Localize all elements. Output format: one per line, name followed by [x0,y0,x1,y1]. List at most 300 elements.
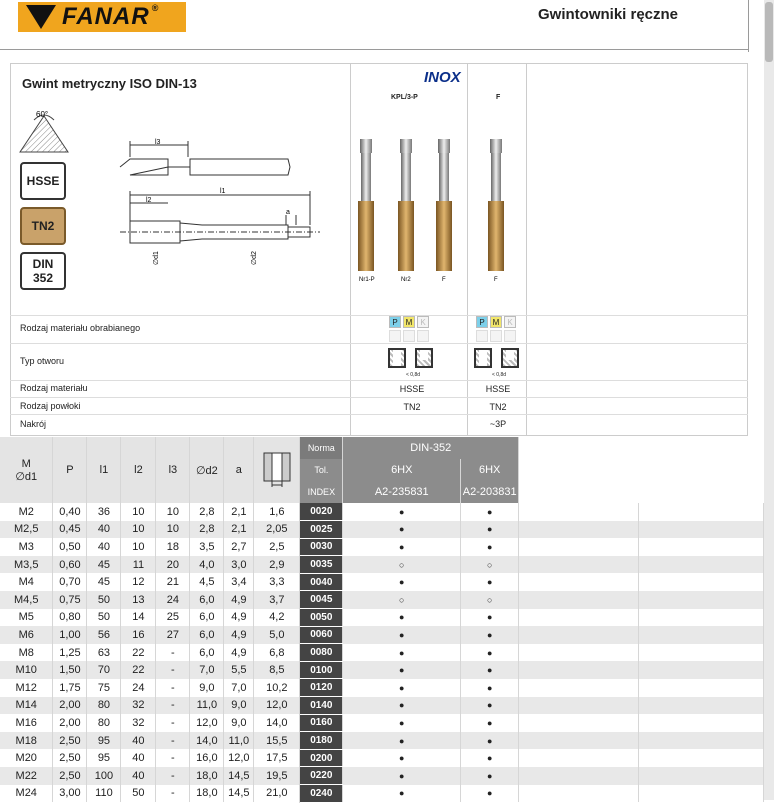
cell-l2: 32 [121,697,156,715]
dim-d1: ∅d1 [153,251,160,265]
cell-a: 9,0 [224,697,254,715]
cell-l2: 13 [121,591,156,609]
cell-empty [639,573,764,591]
cell-availability: ● [461,732,519,750]
cell-d2: 9,0 [190,679,224,697]
cell-empty [519,538,639,556]
cell-empty [639,591,764,609]
blind-hole-icon [415,348,433,368]
cell-index: 0140 [300,697,343,715]
cell-availability: ● [461,661,519,679]
cell-empty [639,785,764,803]
cell-empty [639,521,764,539]
cell-d2: 18,0 [190,767,224,785]
row-divider [10,397,748,398]
col-d2-header: ∅d2 [190,437,224,503]
material-blank [504,330,516,342]
dim-a: a [286,209,290,216]
cell-empty [519,573,639,591]
cell-availability: ● [461,697,519,715]
cell-d2: 6,0 [190,644,224,662]
logo-triangle-icon [26,5,56,29]
dim-l2: l2 [146,197,152,204]
material-m-badge: M [403,316,415,328]
col-p-header: P [53,437,87,503]
cell-availability: ● [461,767,519,785]
material-value: HSSE [485,384,511,394]
cell-m: M22 [0,767,53,785]
tag-din352: DIN 352 [20,252,66,290]
cell-d: 2,05 [254,521,300,539]
type-kpl: KPL/3-P [391,94,418,101]
cell-m: M16 [0,714,53,732]
cell-d2: 7,0 [190,661,224,679]
cell-empty [639,538,764,556]
cell-l1: 80 [87,714,121,732]
table-row [0,591,764,609]
cell-d: 3,3 [254,573,300,591]
cell-empty [639,732,764,750]
cell-availability: ● [461,644,519,662]
cell-m: M3 [0,538,53,556]
cell-d: 4,2 [254,609,300,627]
cell-availability: ● [343,732,461,750]
prop-chamfer: Nakrój [20,419,47,429]
hole-note: < 0,8d [406,372,421,378]
cell-m: M4,5 [0,591,53,609]
cell-d: 2,5 [254,538,300,556]
cell-a: 3,0 [224,556,254,574]
cell-m: M2 [0,503,53,521]
prop-hole-type: Typ otworu [20,356,65,366]
cell-a: 11,0 [224,732,254,750]
cell-p: 2,50 [53,732,87,750]
cell-m: M14 [0,697,53,715]
material-blank [476,330,488,342]
cell-d2: 6,0 [190,591,224,609]
cell-index: 0100 [300,661,343,679]
prop-material: Rodzaj materiału [20,383,88,393]
cell-p: 1,75 [53,679,87,697]
scrollbar-thumb[interactable] [765,2,773,62]
cell-empty [519,609,639,627]
material-k-badge: K [417,316,429,328]
cell-l1: 45 [87,556,121,574]
cell-empty [639,626,764,644]
cell-m: M12 [0,679,53,697]
cell-l1: 45 [87,573,121,591]
cell-d2: 6,0 [190,609,224,627]
cell-p: 2,00 [53,697,87,715]
cell-a: 3,4 [224,573,254,591]
cell-d: 14,0 [254,714,300,732]
cell-availability: ● [343,679,461,697]
cell-empty [639,556,764,574]
thread-angle-label: 60° [36,110,49,119]
product-title: Gwint metryczny ISO DIN-13 [22,76,197,91]
material-blank [490,330,502,342]
cell-empty [639,697,764,715]
cell-d2: 11,0 [190,697,224,715]
cell-l3: - [156,749,190,767]
cell-m: M4 [0,573,53,591]
cell-empty [519,749,639,767]
cell-empty [519,767,639,785]
cell-d: 19,5 [254,767,300,785]
cell-availability: ● [343,626,461,644]
cell-a: 4,9 [224,591,254,609]
cell-d: 15,5 [254,732,300,750]
cell-empty [519,503,639,521]
tol-value: 6HX [343,459,461,481]
cell-availability: ● [461,538,519,556]
cell-d: 12,0 [254,697,300,715]
cell-l3: - [156,785,190,803]
cell-empty [519,644,639,662]
cell-l1: 50 [87,591,121,609]
cell-d2: 6,0 [190,626,224,644]
cell-availability: ● [343,714,461,732]
cell-d: 3,7 [254,591,300,609]
blind-hole-icon [501,348,519,368]
cell-d2: 16,0 [190,749,224,767]
material-blank [389,330,401,342]
cell-a: 4,9 [224,626,254,644]
cell-d: 1,6 [254,503,300,521]
cell-availability: ● [461,573,519,591]
material-p-badge: P [389,316,401,328]
cell-availability: ● [461,714,519,732]
dim-l1: l1 [220,188,226,195]
col-l1-header: l1 [87,437,121,503]
cell-empty [519,732,639,750]
cell-l3: - [156,714,190,732]
cell-index: 0045 [300,591,343,609]
cell-d2: 2,8 [190,521,224,539]
tag-hsse: HSSE [20,162,66,200]
row-divider [10,414,748,415]
norm-label: Norma [300,437,343,459]
cell-empty [519,785,639,803]
cell-p: 0,45 [53,521,87,539]
cell-m: M10 [0,661,53,679]
cell-l1: 40 [87,521,121,539]
cell-p: 2,00 [53,714,87,732]
cell-l2: 16 [121,626,156,644]
col-m-header: M ∅d1 [0,437,53,503]
material-value: HSSE [399,384,425,394]
cell-l2: 14 [121,609,156,627]
fanar-logo [18,2,186,32]
cell-availability: ● [343,767,461,785]
cell-l1: 100 [87,767,121,785]
table-row [0,714,764,732]
cell-l2: 10 [121,521,156,539]
cell-l3: - [156,767,190,785]
cell-empty [639,661,764,679]
col-l3-header: l3 [156,437,190,503]
cell-l1: 63 [87,644,121,662]
chamfer-value: ~3P [489,419,507,429]
cell-m: M18 [0,732,53,750]
row-divider [10,343,748,344]
cell-l1: 95 [87,749,121,767]
cell-p: 0,70 [53,573,87,591]
cell-availability: ● [343,503,461,521]
table-row [0,785,764,803]
cell-empty [519,714,639,732]
inox-label: INOX [424,69,461,86]
cell-index: 0120 [300,679,343,697]
cell-l3: 21 [156,573,190,591]
cell-index: 0030 [300,538,343,556]
header-vertical-divider [748,0,749,52]
tool-label: F [494,277,498,283]
cell-d2: 2,8 [190,503,224,521]
cell-a: 4,9 [224,644,254,662]
cell-availability: ● [461,749,519,767]
cell-index: 0080 [300,644,343,662]
cell-a: 2,1 [224,521,254,539]
table-row [0,679,764,697]
cell-p: 0,80 [53,609,87,627]
material-blank [403,330,415,342]
cell-empty [639,644,764,662]
row-divider [10,380,748,381]
cell-l3: 25 [156,609,190,627]
tag-tn2: TN2 [20,207,66,245]
cell-l2: 32 [121,714,156,732]
table-row [0,661,764,679]
index-value: A2-203831 [461,481,519,503]
cell-l2: 50 [121,785,156,803]
cell-availability: ● [461,521,519,539]
coating-value: TN2 [403,402,421,412]
tol-value: 6HX [461,459,519,481]
col-a-header: a [224,437,254,503]
cell-index: 0180 [300,732,343,750]
cell-l3: 20 [156,556,190,574]
cell-availability: ○ [343,556,461,574]
cell-p: 1,25 [53,644,87,662]
cell-p: 1,50 [53,661,87,679]
cell-a: 2,1 [224,503,254,521]
cell-index: 0240 [300,785,343,803]
col-l2-header: l2 [121,437,156,503]
cell-m: M6 [0,626,53,644]
cell-p: 0,50 [53,538,87,556]
cell-l3: 27 [156,626,190,644]
table-row [0,609,764,627]
cell-m: M5 [0,609,53,627]
cell-empty [639,679,764,697]
cell-index: 0200 [300,749,343,767]
cell-a: 12,0 [224,749,254,767]
tool-label: Nr1-P [359,277,375,283]
cell-d2: 3,5 [190,538,224,556]
coating-value: TN2 [489,402,507,412]
cell-d: 2,9 [254,556,300,574]
cell-empty [519,697,639,715]
cell-d: 10,2 [254,679,300,697]
cell-availability: ● [461,679,519,697]
cell-l3: 10 [156,503,190,521]
cell-d: 5,0 [254,626,300,644]
cell-index: 0220 [300,767,343,785]
cell-l3: - [156,644,190,662]
cell-availability: ● [461,785,519,803]
dim-d2: ∅d2 [251,251,258,265]
cell-l2: 40 [121,767,156,785]
table-row [0,556,764,574]
cell-availability: ● [343,644,461,662]
table-row [0,503,764,521]
cell-l2: 22 [121,644,156,662]
tool-label: F [442,277,446,283]
table-row [0,644,764,662]
cell-a: 5,5 [224,661,254,679]
tool-label: Nr2 [401,277,411,283]
cell-m: M24 [0,785,53,803]
table-row [0,573,764,591]
tol-label: Tol. [300,459,343,481]
table-row [0,626,764,644]
cell-p: 1,00 [53,626,87,644]
cell-index: 0050 [300,609,343,627]
cell-d2: 18,0 [190,785,224,803]
cell-index: 0160 [300,714,343,732]
material-p-badge: P [476,316,488,328]
cell-l1: 75 [87,679,121,697]
table-row [0,732,764,750]
cell-availability: ● [461,626,519,644]
cell-d: 8,5 [254,661,300,679]
cell-l3: 18 [156,538,190,556]
cell-l2: 24 [121,679,156,697]
cell-l1: 95 [87,732,121,750]
index-label: INDEX [300,481,343,503]
prop-coating: Rodzaj powłoki [20,401,81,411]
cell-p: 0,75 [53,591,87,609]
material-blank [417,330,429,342]
cell-l3: - [156,697,190,715]
drill-diameter-icon [260,447,294,491]
cell-l1: 56 [87,626,121,644]
cell-a: 14,5 [224,767,254,785]
cell-availability: ● [343,785,461,803]
cell-empty [639,503,764,521]
cell-availability: ● [343,749,461,767]
norm-value: DIN-352 [343,437,519,459]
cell-l3: - [156,732,190,750]
cell-l3: 24 [156,591,190,609]
tap-images [350,135,520,285]
cell-empty [639,714,764,732]
cell-availability: ● [343,609,461,627]
cell-availability: ● [343,521,461,539]
cell-empty [519,556,639,574]
cell-l1: 80 [87,697,121,715]
cell-empty [519,661,639,679]
cell-l2: 40 [121,732,156,750]
cell-empty [519,591,639,609]
cell-a: 4,9 [224,609,254,627]
cell-index: 0025 [300,521,343,539]
cell-empty [519,679,639,697]
cell-d2: 12,0 [190,714,224,732]
cell-l3: - [156,679,190,697]
cell-index: 0035 [300,556,343,574]
cell-l2: 10 [121,538,156,556]
cell-empty [519,521,639,539]
cell-a: 2,7 [224,538,254,556]
cell-availability: ○ [343,591,461,609]
material-k-badge: K [504,316,516,328]
logo-brand: FANAR ® [62,3,160,30]
scrollbar-track[interactable] [764,0,774,800]
cell-index: 0020 [300,503,343,521]
cell-l2: 22 [121,661,156,679]
cell-p: 0,40 [53,503,87,521]
table-row [0,697,764,715]
dim-l3: l3 [155,139,161,146]
cell-m: M8 [0,644,53,662]
cell-m: M3,5 [0,556,53,574]
cell-empty [639,609,764,627]
cell-availability: ● [461,503,519,521]
cell-index: 0040 [300,573,343,591]
table-row [0,521,764,539]
table-row [0,538,764,556]
cell-p: 3,00 [53,785,87,803]
tap-technical-drawing [110,135,330,270]
cell-a: 7,0 [224,679,254,697]
cell-p: 2,50 [53,767,87,785]
spec-table [0,437,764,803]
index-value: A2-235831 [343,481,461,503]
cell-a: 14,5 [224,785,254,803]
page-title: Gwintowniki ręczne [538,6,679,23]
type-f: F [496,94,501,101]
cell-availability: ○ [461,591,519,609]
table-row [0,749,764,767]
cell-availability: ● [461,609,519,627]
cell-availability: ○ [461,556,519,574]
cell-m: M20 [0,749,53,767]
cell-l1: 36 [87,503,121,521]
cell-d: 21,0 [254,785,300,803]
prop-material-processed: Rodzaj materiału obrabianego [20,323,141,333]
cell-availability: ● [343,661,461,679]
cell-l2: 40 [121,749,156,767]
cell-d: 6,8 [254,644,300,662]
through-hole-icon [474,348,492,368]
cell-l1: 50 [87,609,121,627]
cell-l1: 110 [87,785,121,803]
cell-empty [519,626,639,644]
cell-m: M2,5 [0,521,53,539]
cell-l1: 70 [87,661,121,679]
cell-l3: 10 [156,521,190,539]
col-d-header [254,437,300,503]
cell-p: 2,50 [53,749,87,767]
row-divider [10,315,748,316]
cell-index: 0060 [300,626,343,644]
cell-d2: 14,0 [190,732,224,750]
cell-a: 9,0 [224,714,254,732]
cell-empty [639,767,764,785]
cell-availability: ● [343,538,461,556]
